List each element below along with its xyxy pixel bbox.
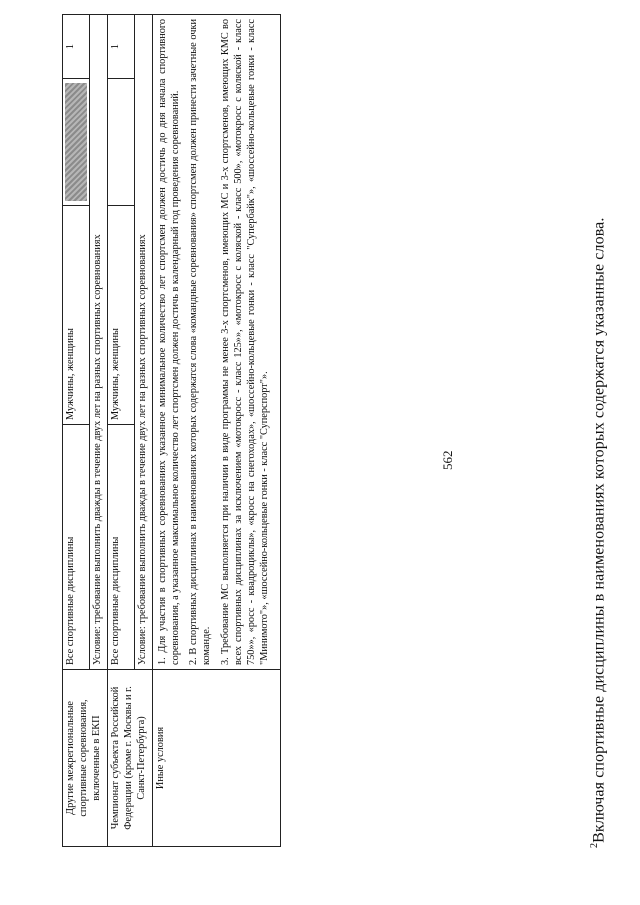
table-row (152, 15, 280, 847)
competition-cell: Другие межрегиональные спортивные соревнования, включенные в ЕКП (63, 670, 108, 847)
other-conditions-label: Иные условия (152, 670, 280, 847)
gender-cell: Мужчины, женщины (107, 206, 134, 425)
footnote-text: Включая спортивные дисциплины в наименованиях которых содержатся указанные слова. (590, 217, 608, 843)
footnote-mark: 2 (589, 842, 600, 848)
note-item: 2. В спортивных дисциплинах в наименованиях которых содержатся слова «командные соревнования» спортсмен должен принести зачетные очки команде. (188, 19, 213, 665)
disciplines-cell: Все спортивные дисциплины (63, 425, 90, 670)
page-number: 562 (440, 450, 455, 470)
shaded-cell (63, 79, 90, 206)
note-item: 3. Требование МС выполняется при наличии в виде программы не менее 3-х спортсменов, имеющих МС и 3-х спортсменов, имеющих КМС во всех спортивных дисциплинах за исключением «мотокросс - класс 125»», «мотокросс с коляской - класс 500», «мотокросс с коляской - класс 750»», «росс - квадроциклы», «кросс на снегоходах», «шоссейно-кольцевые гонки - класс "Супербайк"», «шоссейно-кольцевые гонки - класс "Минимото"», «шоссейно-кольцевые гонки - класс "Суперспорт"». (220, 19, 270, 665)
empty-cell (107, 79, 134, 206)
competition-cell: Чемпионат субъекта Российской Федерации (кроме г. Москвы и г. Санкт-Петербурга) (107, 670, 152, 847)
condition-cell: Условие: требование выполнить дважды в течение двух лет на разных спортивных соревнованиях (134, 15, 152, 670)
table-row (63, 15, 90, 847)
condition-cell: Условие: требование выполнить дважды в течение двух лет на разных спортивных соревнованиях (90, 15, 108, 670)
value-cell: 1 (107, 15, 134, 79)
requirements-table (62, 14, 281, 847)
table-row (107, 15, 134, 847)
gender-cell: Мужчины, женщины (63, 206, 90, 425)
footnote (589, 218, 608, 848)
other-conditions-notes (152, 15, 280, 670)
value-cell: 1 (63, 15, 90, 79)
note-item: 1. Для участия в спортивных соревнованиях указанное минимальное количество лет спортсмен должен достичь до дня начала спортивного соревнования, а указанное максимальное количество лет спортсмен должен достичь в календарный год проведения соревнований. (156, 19, 181, 665)
disciplines-cell: Все спортивные дисциплины (107, 425, 134, 670)
